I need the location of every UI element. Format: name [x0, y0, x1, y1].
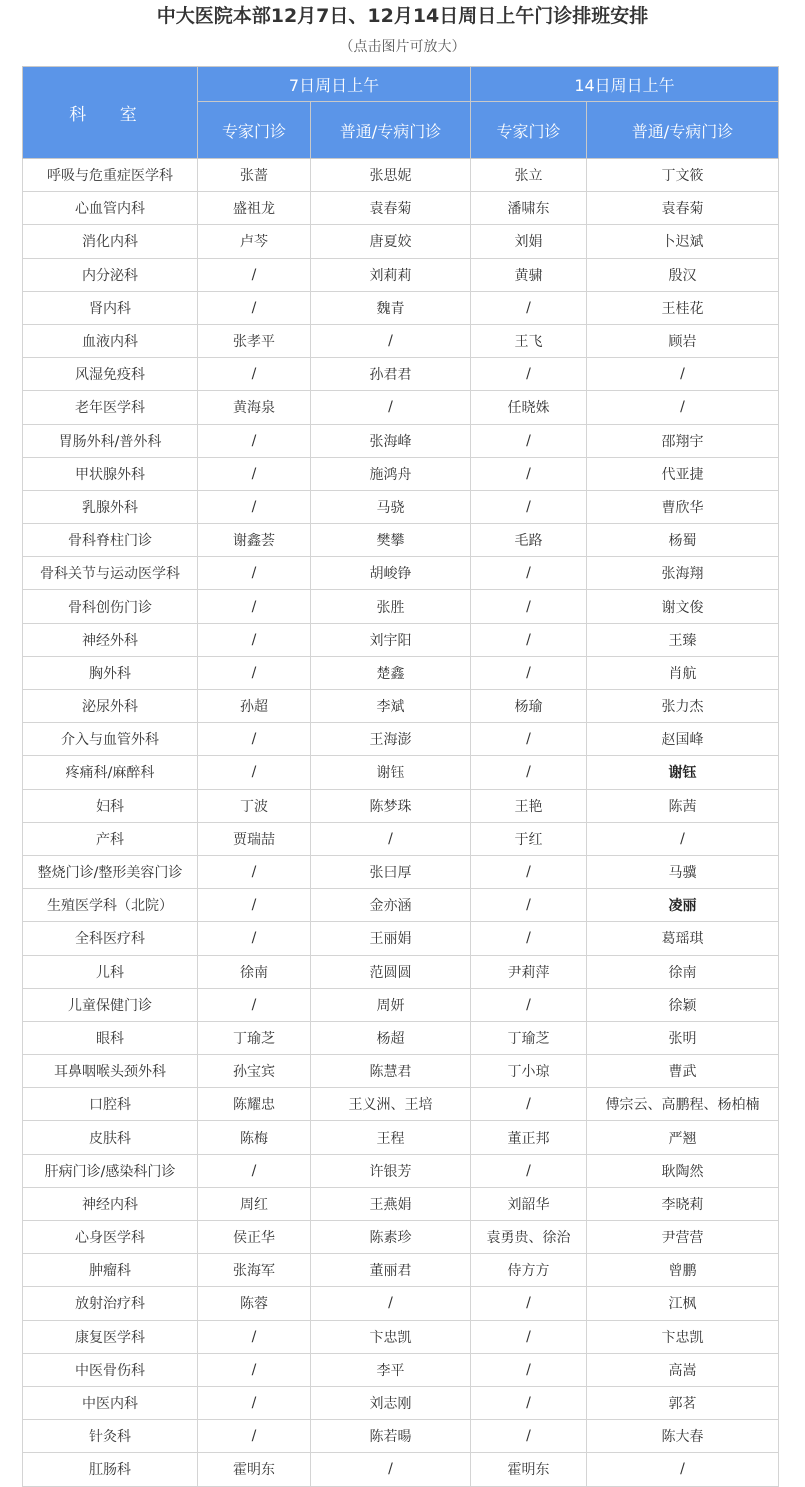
dept-cell: 肿瘤科: [23, 1254, 198, 1287]
dept-cell: 神经外科: [23, 623, 198, 656]
dept-cell: 肝病门诊/感染科门诊: [23, 1154, 198, 1187]
day2-expert-cell: /: [471, 1088, 587, 1121]
day1-expert-cell: 丁瑜芝: [198, 1021, 311, 1054]
day1-expert-cell: 盛祖龙: [198, 192, 311, 225]
table-row: [23, 1121, 779, 1154]
dept-cell: 全科医疗科: [23, 922, 198, 955]
day1-general-cell: 许银芳: [311, 1154, 471, 1187]
day1-expert-cell: /: [198, 1386, 311, 1419]
day2-expert-cell: /: [471, 922, 587, 955]
day1-expert-cell: 卢芩: [198, 225, 311, 258]
dept-cell: 放射治疗科: [23, 1287, 198, 1320]
table-row: [23, 225, 779, 258]
day1-expert-cell: 贾瑞喆: [198, 822, 311, 855]
day1-expert-cell: /: [198, 291, 311, 324]
table-row: [23, 690, 779, 723]
day1-general-cell: 范圆圆: [311, 955, 471, 988]
table-row: [23, 723, 779, 756]
day1-expert-cell: 霍明东: [198, 1453, 311, 1486]
table-row: [23, 922, 779, 955]
page-subtitle[interactable]: （点击图片可放大）: [339, 39, 466, 55]
dept-cell: 肾内科: [23, 291, 198, 324]
table-row: [23, 1386, 779, 1419]
day1-general-cell: 周妍: [311, 988, 471, 1021]
day1-expert-cell: 侯正华: [198, 1221, 311, 1254]
table-row: [23, 988, 779, 1021]
day2-expert-cell: 黄骕: [471, 258, 587, 291]
day2-general-cell: 谢钰: [587, 756, 779, 789]
day1-expert-cell: /: [198, 1420, 311, 1453]
day1-expert-cell: 谢鑫荟: [198, 524, 311, 557]
dept-cell: 整烧门诊/整形美容门诊: [23, 855, 198, 888]
day1-general-cell: 马骁: [311, 490, 471, 523]
day2-expert-cell: 于红: [471, 822, 587, 855]
day1-expert-cell: /: [198, 756, 311, 789]
day1-expert-cell: /: [198, 1353, 311, 1386]
table-row: [23, 855, 779, 888]
day1-general-cell: 王程: [311, 1121, 471, 1154]
dept-cell: 介入与血管外科: [23, 723, 198, 756]
day1-expert-cell: 丁波: [198, 789, 311, 822]
day1-general-cell: 樊攀: [311, 524, 471, 557]
table-row: [23, 756, 779, 789]
day2-expert-cell: /: [471, 756, 587, 789]
day1-general-cell: 李平: [311, 1353, 471, 1386]
day1-general-cell: 陈若暘: [311, 1420, 471, 1453]
dept-cell: 消化内科: [23, 225, 198, 258]
day1-expert-cell: /: [198, 723, 311, 756]
day1-expert-cell: /: [198, 457, 311, 490]
day1-general-cell: /: [311, 1453, 471, 1486]
day2-general-cell: 袁春菊: [587, 192, 779, 225]
day2-expert-cell: 尹莉萍: [471, 955, 587, 988]
day1-expert-cell: /: [198, 557, 311, 590]
day1-expert-cell: 张孝平: [198, 324, 311, 357]
day2-general-cell: 严翘: [587, 1121, 779, 1154]
day1-expert-cell: /: [198, 424, 311, 457]
day1-expert-cell: /: [198, 889, 311, 922]
day1-header: 7日周日上午: [198, 67, 471, 102]
day2-expert-cell: 袁勇贵、徐治: [471, 1221, 587, 1254]
dept-cell: 口腔科: [23, 1088, 198, 1121]
table-row: [23, 424, 779, 457]
table-row: [23, 1287, 779, 1320]
dept-cell: 康复医学科: [23, 1320, 198, 1353]
dept-cell: 乳腺外科: [23, 490, 198, 523]
day1-general-cell: 刘宇阳: [311, 623, 471, 656]
schedule-body: [23, 159, 779, 1487]
dept-cell: 耳鼻咽喉头颈外科: [23, 1055, 198, 1088]
day2-expert-cell: 霍明东: [471, 1453, 587, 1486]
day2-expert-cell: 刘韶华: [471, 1187, 587, 1220]
day2-general-cell: 曾鹏: [587, 1254, 779, 1287]
day2-general-cell: 邵翔宇: [587, 424, 779, 457]
day2-expert-cell: 侍方方: [471, 1254, 587, 1287]
table-row: [23, 1254, 779, 1287]
day2-expert-cell: 毛路: [471, 524, 587, 557]
table-row: [23, 1055, 779, 1088]
day2-expert-cell: 丁瑜芝: [471, 1021, 587, 1054]
dept-cell: 妇科: [23, 789, 198, 822]
dept-cell: 胸外科: [23, 656, 198, 689]
dept-cell: 针灸科: [23, 1420, 198, 1453]
day2-expert-header: 专家门诊: [471, 102, 587, 159]
day2-general-cell: 丁文筱: [587, 159, 779, 192]
day1-expert-cell: /: [198, 258, 311, 291]
dept-cell: 疼痛科/麻醉科: [23, 756, 198, 789]
day1-general-cell: 李斌: [311, 690, 471, 723]
dept-cell: 血液内科: [23, 324, 198, 357]
table-row: [23, 159, 779, 192]
day2-general-cell: 陈大春: [587, 1420, 779, 1453]
day2-expert-cell: /: [471, 1320, 587, 1353]
day2-general-cell: 代亚捷: [587, 457, 779, 490]
table-row: [23, 789, 779, 822]
day2-expert-cell: 杨瑜: [471, 690, 587, 723]
day2-expert-cell: /: [471, 424, 587, 457]
day1-expert-cell: /: [198, 855, 311, 888]
day1-general-cell: 刘志刚: [311, 1386, 471, 1419]
day1-expert-cell: /: [198, 656, 311, 689]
dept-cell: 儿童保健门诊: [23, 988, 198, 1021]
day2-general-cell: 张明: [587, 1021, 779, 1054]
day1-general-cell: 谢钰: [311, 756, 471, 789]
day2-header: 14日周日上午: [471, 67, 779, 102]
day2-general-cell: /: [587, 358, 779, 391]
day2-general-cell: 傅宗云、高鹏程、杨柏楠: [587, 1088, 779, 1121]
day2-expert-cell: 刘娟: [471, 225, 587, 258]
day1-expert-header: 专家门诊: [198, 102, 311, 159]
day2-general-cell: /: [587, 1453, 779, 1486]
table-row: [23, 889, 779, 922]
day2-expert-cell: 王艳: [471, 789, 587, 822]
day1-general-cell: 张曰厚: [311, 855, 471, 888]
day2-expert-cell: /: [471, 623, 587, 656]
day1-expert-cell: /: [198, 623, 311, 656]
day2-expert-cell: /: [471, 1386, 587, 1419]
dept-cell: 骨科创伤门诊: [23, 590, 198, 623]
day1-expert-cell: 周红: [198, 1187, 311, 1220]
day1-expert-cell: /: [198, 590, 311, 623]
day1-general-cell: 孙君君: [311, 358, 471, 391]
dept-cell: 心身医学科: [23, 1221, 198, 1254]
day2-general-cell: 凌丽: [587, 889, 779, 922]
day2-general-cell: 曹欣华: [587, 490, 779, 523]
day2-expert-cell: /: [471, 1287, 587, 1320]
table-row: [23, 358, 779, 391]
dept-cell: 胃肠外科/普外科: [23, 424, 198, 457]
day1-general-cell: 陈素珍: [311, 1221, 471, 1254]
day1-expert-cell: /: [198, 358, 311, 391]
day2-general-cell: 徐南: [587, 955, 779, 988]
day1-general-cell: 张思妮: [311, 159, 471, 192]
dept-cell: 老年医学科: [23, 391, 198, 424]
dept-cell: 泌尿外科: [23, 690, 198, 723]
dept-cell: 骨科关节与运动医学科: [23, 557, 198, 590]
day1-general-header: 普通/专病门诊: [311, 102, 471, 159]
day1-general-cell: 袁春菊: [311, 192, 471, 225]
day1-expert-cell: /: [198, 1320, 311, 1353]
dept-cell: 皮肤科: [23, 1121, 198, 1154]
dept-cell: 神经内科: [23, 1187, 198, 1220]
day2-general-cell: 赵国峰: [587, 723, 779, 756]
day1-general-cell: /: [311, 391, 471, 424]
day1-expert-cell: 陈耀忠: [198, 1088, 311, 1121]
day2-general-header: 普通/专病门诊: [587, 102, 779, 159]
day2-expert-cell: /: [471, 490, 587, 523]
table-row: [23, 1221, 779, 1254]
day2-expert-cell: /: [471, 1353, 587, 1386]
day2-expert-cell: 任晓姝: [471, 391, 587, 424]
day1-general-cell: 张海峰: [311, 424, 471, 457]
table-row: [23, 1021, 779, 1054]
dept-cell: 肛肠科: [23, 1453, 198, 1486]
table-row: [23, 1453, 779, 1486]
day1-expert-cell: 孙宝宾: [198, 1055, 311, 1088]
day1-general-cell: 陈梦珠: [311, 789, 471, 822]
day2-expert-cell: /: [471, 855, 587, 888]
day1-general-cell: 陈慧君: [311, 1055, 471, 1088]
day2-expert-cell: /: [471, 358, 587, 391]
day2-general-cell: 卜迟斌: [587, 225, 779, 258]
table-row: [23, 590, 779, 623]
day2-general-cell: 谢文俊: [587, 590, 779, 623]
day2-general-cell: 曹武: [587, 1055, 779, 1088]
table-row: [23, 1154, 779, 1187]
day1-general-cell: 董丽君: [311, 1254, 471, 1287]
day2-general-cell: 杨蜀: [587, 524, 779, 557]
table-row: [23, 822, 779, 855]
day2-general-cell: 高嵩: [587, 1353, 779, 1386]
table-row: [23, 623, 779, 656]
day2-expert-cell: /: [471, 656, 587, 689]
table-row: [23, 192, 779, 225]
day2-general-cell: 耿陶然: [587, 1154, 779, 1187]
day2-general-cell: 郭茗: [587, 1386, 779, 1419]
dept-cell: 骨科脊柱门诊: [23, 524, 198, 557]
day2-general-cell: 王桂花: [587, 291, 779, 324]
day2-expert-cell: 丁小琼: [471, 1055, 587, 1088]
dept-cell: 风湿免疫科: [23, 358, 198, 391]
table-row: [23, 324, 779, 357]
day2-general-cell: 肖航: [587, 656, 779, 689]
day2-expert-cell: /: [471, 457, 587, 490]
day1-expert-cell: 孙超: [198, 690, 311, 723]
day2-general-cell: 陈茜: [587, 789, 779, 822]
table-row: [23, 1420, 779, 1453]
day2-expert-cell: 潘啸东: [471, 192, 587, 225]
day2-expert-cell: /: [471, 291, 587, 324]
day2-general-cell: 江枫: [587, 1287, 779, 1320]
day1-general-cell: 王燕娟: [311, 1187, 471, 1220]
dept-cell: 儿科: [23, 955, 198, 988]
page-title: 中大医院本部12月7日、12月14日周日上午门诊排班安排: [156, 5, 649, 27]
day1-expert-cell: 徐南: [198, 955, 311, 988]
day2-general-cell: 葛瑶琪: [587, 922, 779, 955]
day2-expert-cell: /: [471, 889, 587, 922]
day1-expert-cell: 张海军: [198, 1254, 311, 1287]
day2-general-cell: 张力杰: [587, 690, 779, 723]
day2-general-cell: 王臻: [587, 623, 779, 656]
day1-general-cell: 杨超: [311, 1021, 471, 1054]
day2-expert-cell: /: [471, 1420, 587, 1453]
day1-general-cell: 胡峻铮: [311, 557, 471, 590]
table-row: [23, 557, 779, 590]
day2-expert-cell: /: [471, 988, 587, 1021]
table-row: [23, 1353, 779, 1386]
day1-expert-cell: /: [198, 988, 311, 1021]
day2-general-cell: 张海翔: [587, 557, 779, 590]
dept-cell: 生殖医学科（北院）: [23, 889, 198, 922]
table-row: [23, 291, 779, 324]
day1-expert-cell: 陈梅: [198, 1121, 311, 1154]
day1-expert-cell: /: [198, 922, 311, 955]
day1-general-cell: /: [311, 822, 471, 855]
day1-general-cell: 王丽娟: [311, 922, 471, 955]
table-row: [23, 1088, 779, 1121]
day1-general-cell: /: [311, 324, 471, 357]
day1-general-cell: /: [311, 1287, 471, 1320]
day2-expert-cell: 王飞: [471, 324, 587, 357]
day1-general-cell: 楚鑫: [311, 656, 471, 689]
day2-general-cell: /: [587, 822, 779, 855]
dept-cell: 内分泌科: [23, 258, 198, 291]
day1-general-cell: 施鸿舟: [311, 457, 471, 490]
dept-header: 科 室: [23, 67, 198, 159]
table-row: [23, 955, 779, 988]
day1-expert-cell: 陈蓉: [198, 1287, 311, 1320]
day1-general-cell: 唐夏姣: [311, 225, 471, 258]
day2-general-cell: 殷汉: [587, 258, 779, 291]
day2-general-cell: 徐颖: [587, 988, 779, 1021]
day2-expert-cell: /: [471, 1154, 587, 1187]
day2-expert-cell: 董正邦: [471, 1121, 587, 1154]
dept-cell: 甲状腺外科: [23, 457, 198, 490]
dept-cell: 心血管内科: [23, 192, 198, 225]
table-row: [23, 1320, 779, 1353]
day2-general-cell: 马骥: [587, 855, 779, 888]
day1-general-cell: 王海澎: [311, 723, 471, 756]
day1-general-cell: 卞忠凯: [311, 1320, 471, 1353]
day2-expert-cell: /: [471, 723, 587, 756]
day1-expert-cell: 张蔷: [198, 159, 311, 192]
day2-expert-cell: /: [471, 590, 587, 623]
day2-general-cell: 李晓莉: [587, 1187, 779, 1220]
day2-general-cell: /: [587, 391, 779, 424]
day2-expert-cell: /: [471, 557, 587, 590]
table-row: [23, 457, 779, 490]
day1-general-cell: 刘莉莉: [311, 258, 471, 291]
day2-general-cell: 顾岩: [587, 324, 779, 357]
dept-cell: 中医骨伤科: [23, 1353, 198, 1386]
dept-cell: 中医内科: [23, 1386, 198, 1419]
day1-expert-cell: /: [198, 490, 311, 523]
table-row: [23, 490, 779, 523]
day1-expert-cell: /: [198, 1154, 311, 1187]
day1-expert-cell: 黄海泉: [198, 391, 311, 424]
dept-cell: 眼科: [23, 1021, 198, 1054]
table-row: [23, 524, 779, 557]
table-row: [23, 258, 779, 291]
dept-cell: 产科: [23, 822, 198, 855]
day2-general-cell: 卞忠凯: [587, 1320, 779, 1353]
day1-general-cell: 魏青: [311, 291, 471, 324]
schedule-table: [22, 66, 779, 1487]
dept-cell: 呼吸与危重症医学科: [23, 159, 198, 192]
day1-general-cell: 金亦涵: [311, 889, 471, 922]
table-row: [23, 1187, 779, 1220]
day1-general-cell: 王义洲、王培: [311, 1088, 471, 1121]
day1-general-cell: 张胜: [311, 590, 471, 623]
day2-general-cell: 尹营营: [587, 1221, 779, 1254]
table-row: [23, 391, 779, 424]
day2-expert-cell: 张立: [471, 159, 587, 192]
table-row: [23, 656, 779, 689]
